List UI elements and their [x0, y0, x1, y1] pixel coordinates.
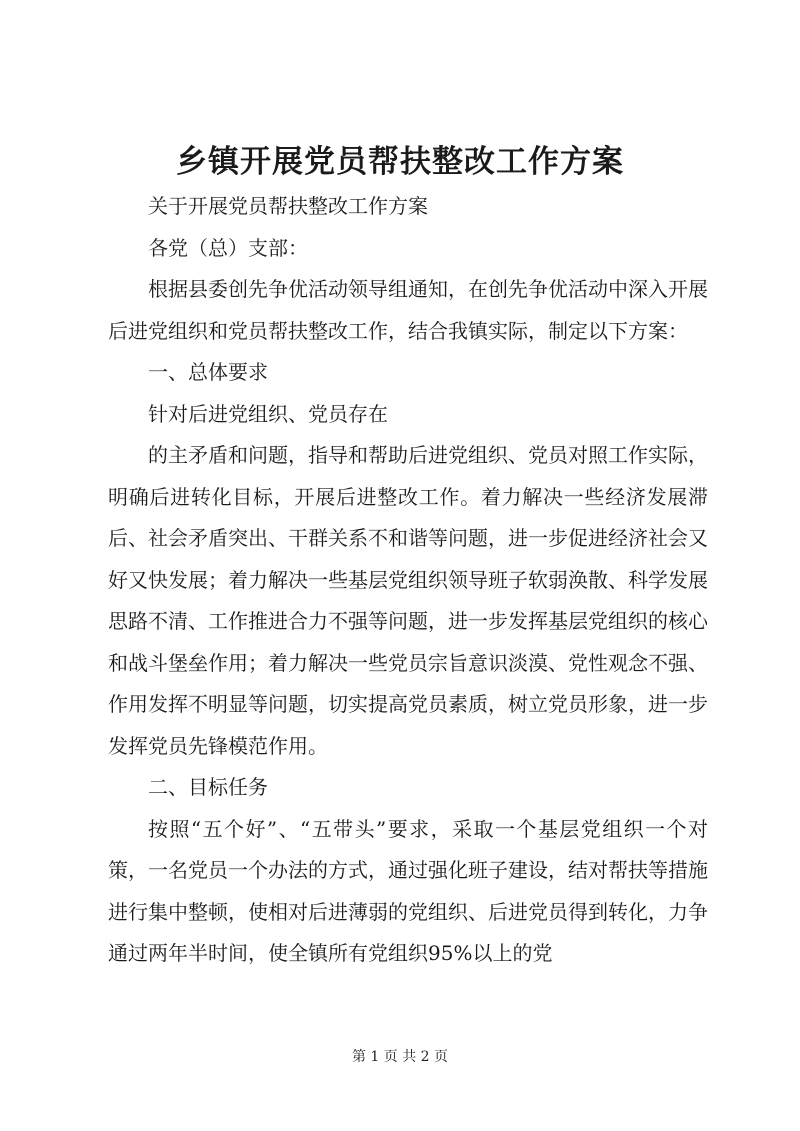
paragraph-salutation: 各党（总）支部： — [148, 235, 308, 260]
page-footer: 第 1 页 共 2 页 — [351, 1049, 449, 1065]
section-heading-general: 一、总体要求 — [148, 360, 268, 384]
paragraph-general-lead: 针对后进党组织、党员存在 — [148, 401, 388, 426]
paragraph-general-body: 的主矛盾和问题，指导和帮助后进党组织、党员对照工作实际，明确后进转化目标，开展后进整改工作。着力解决一些经济发展滞后、社会矛盾突出、干群关系不和谐等问题，进一步促进经济社会又好又快发展；着力解决一些基层党组织领导班子软弱涣散、科学发展思路不清、工作推进合力不强等问题，进一步发挥基层党组织的核心和战斗堡垒作用；着力解决一些党员宗旨意识淡漠、党性观念不强、作用发挥不明显等问题，切实提高党员素质，树立党员形象，进一步发挥党员先锋模范作用。 — [108, 443, 708, 758]
section-heading-goals: 二、目标任务 — [148, 775, 268, 799]
document-title: 乡镇开展党员帮扶整改工作方案 — [176, 144, 624, 180]
paragraph-intro: 根据县委创先争优活动领导组通知，在创先争优活动中深入开展后进党组织和党员帮扶整改工作，结合我镇实际，制定以下方案： — [108, 277, 708, 343]
paragraph-heading: 关于开展党员帮扶整改工作方案 — [148, 194, 428, 218]
document-body — [108, 186, 708, 975]
paragraph-goals-body: 按照“五个好”、“五带头”要求，采取一个基层党组织一个对策，一名党员一个办法的方式，通过强化班子建设，结对帮扶等措施进行集中整顿，使相对后进薄弱的党组织、后进党员得到转化，力争通过两年半时间，使全镇所有党组织95%以上的党 — [108, 816, 708, 965]
